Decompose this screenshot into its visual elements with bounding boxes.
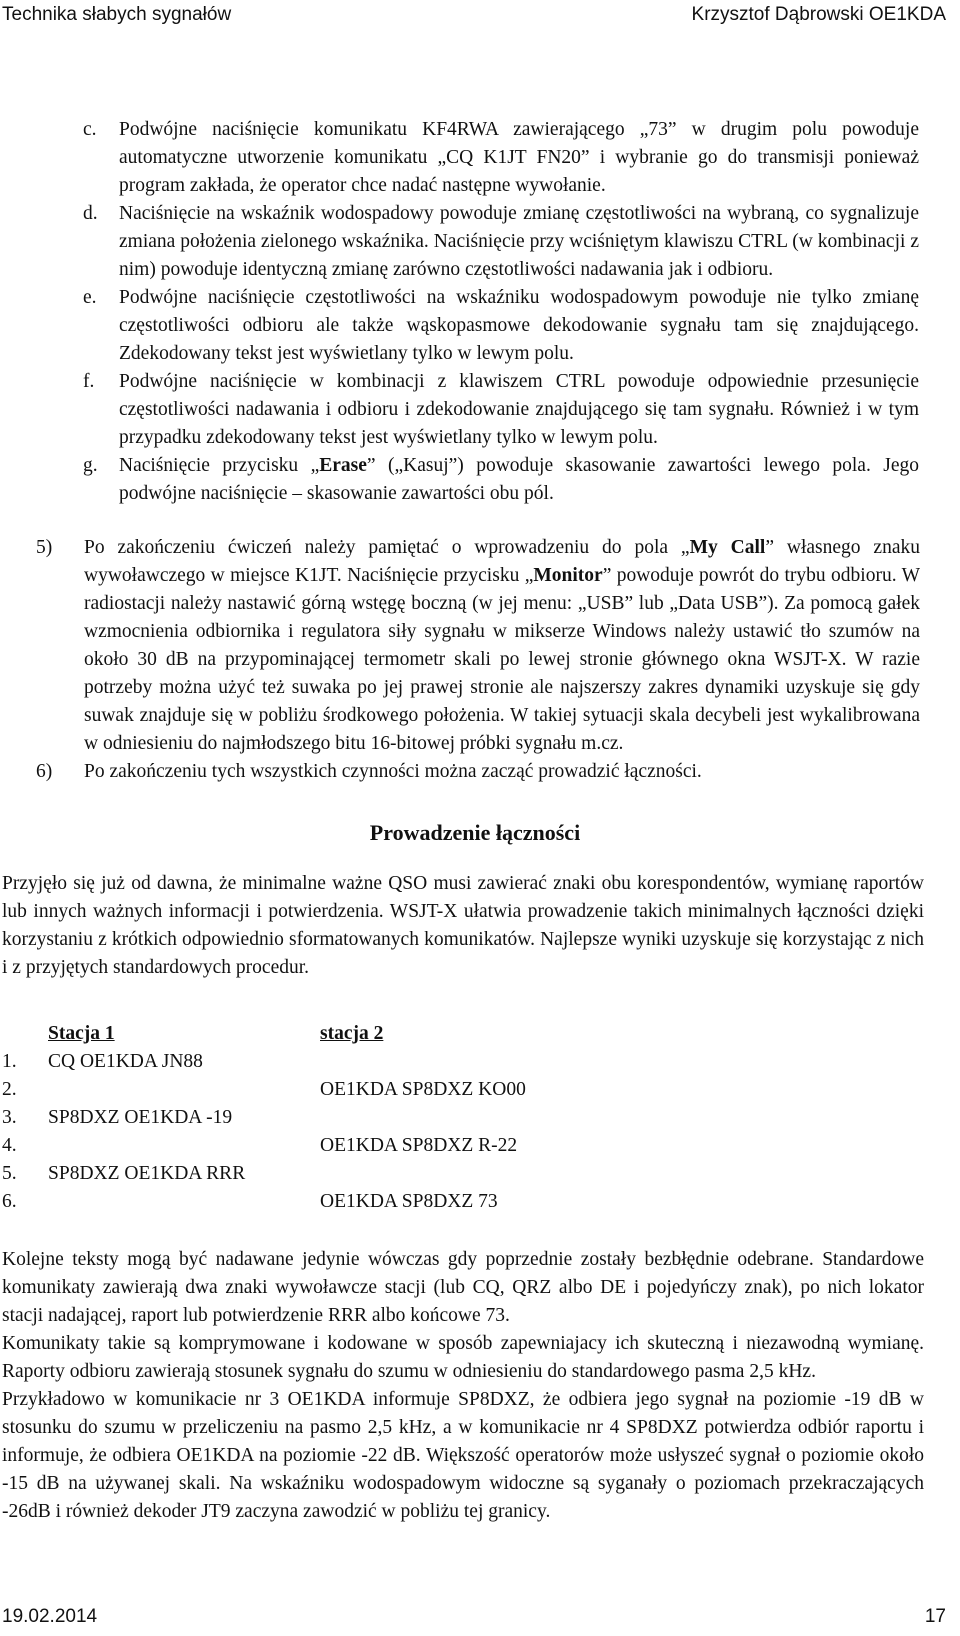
- qso-table: [2, 1020, 950, 1216]
- header-title: Technika słabych sygnałów: [2, 4, 232, 25]
- qso-row-number: 4.: [2, 1135, 17, 1156]
- footer-date: 19.02.2014: [2, 1606, 98, 1627]
- qso-station1-msg: CQ OE1KDA JN88: [48, 1051, 203, 1072]
- qso-station1-msg: [48, 1132, 320, 1160]
- qso-row: [2, 1160, 950, 1188]
- text-segment: ” powoduje powrót do trybu odbioru. W radiostacji należy nastawić górną wstęgę boczną (w jej menu: „USB” lub „Data USB”). Za pomocą gałek wzmocnienia odbiornika i regulatora siły sygnału w mikserze Windows należy ustawić tło szumów na około 30 dB na przypominającej termometr skali po lewej stronie głównego okna WSJT-X. W razie potrzeby można użyć też suwaka po jej prawej stronie ale najszerszy zakres dynamiki uzyskuje się gdy suwak znajduje się w pobliżu środkowego położenia. W takiej sytuacji skala decybeli jest wykalibrowana w odniesieniu do najmłodszego bitu 16-bitowej próbki sygnału m.cz.: [84, 565, 920, 754]
- list-marker: f.: [83, 371, 95, 392]
- list-marker: g.: [83, 455, 98, 476]
- list-item-c: [83, 116, 919, 200]
- page-header: [0, 0, 960, 40]
- list-item-g: [83, 452, 919, 508]
- list-marker: 5): [36, 537, 53, 558]
- qso-station2-msg: [320, 1048, 620, 1076]
- header-author: Krzysztof Dąbrowski OE1KDA: [691, 4, 946, 25]
- qso-row: [2, 1104, 950, 1132]
- section-title: Prowadzenie łączności: [369, 820, 581, 845]
- qso-row: [2, 1076, 950, 1104]
- qso-header-station1: Stacja 1: [48, 1023, 115, 1044]
- qso-station2-msg: OE1KDA SP8DXZ 73: [320, 1191, 498, 1212]
- text-segment: ” własnego znaku wywoławczego w miejsce K1JT. Naciśnięcie przycisku „: [84, 537, 920, 586]
- list-marker: c.: [83, 119, 97, 140]
- page-number: 17: [924, 1606, 946, 1627]
- my-call-term: My Call: [689, 537, 766, 558]
- text-segment: Naciśnięcie przycisku „: [119, 455, 320, 476]
- qso-station2-msg: [320, 1104, 620, 1132]
- qso-row-number: 2.: [2, 1079, 17, 1100]
- qso-row-number: 1.: [2, 1051, 17, 1072]
- qso-row-number: 3.: [2, 1107, 17, 1128]
- qso-station1-msg: [48, 1188, 320, 1216]
- list-item-6: [36, 758, 920, 786]
- list-item-e: [83, 284, 919, 368]
- page-footer: [0, 1602, 960, 1636]
- qso-station2-msg: OE1KDA SP8DXZ KO00: [320, 1079, 526, 1100]
- monitor-term: Monitor: [533, 565, 603, 586]
- qso-row-number: 5.: [2, 1163, 17, 1184]
- page-body: [0, 116, 950, 1526]
- list-text: Naciśnięcie na wskaźnik wodospadowy powoduje zmianę częstotliwości na wybraną, co sygnalizuje zmiana położenia zielonego wskaźnika. Naciśnięcie przy wciśniętym klawiszu CTRL (w kombinacji z nim) powoduje identyczną zmianę zarówno częstotliwości nadawania jak i odbioru.: [119, 203, 919, 280]
- qso-station2-msg: [320, 1160, 620, 1188]
- list-text: Po zakończeniu tych wszystkich czynności można zacząć prowadzić łączności.: [84, 761, 702, 782]
- erase-term: Erase: [319, 455, 367, 476]
- qso-station1-msg: [48, 1076, 320, 1104]
- list-item-d: [83, 200, 919, 284]
- list-text: [119, 452, 919, 508]
- qso-row: [2, 1188, 950, 1216]
- list-marker: d.: [83, 203, 98, 224]
- list-text: [84, 534, 920, 758]
- text-segment: ” („Kasuj”) powoduje skasowanie zawartości lewego pola. Jego podwójne naciśnięcie – skasowanie zawartości obu pól.: [119, 455, 919, 504]
- qso-station1-msg: SP8DXZ OE1KDA RRR: [48, 1163, 246, 1184]
- qso-row-number: 6.: [2, 1191, 17, 1212]
- list-item-f: [83, 368, 919, 452]
- list-text: Podwójne naciśnięcie komunikatu KF4RWA zawierającego „73” w drugim polu powoduje automatyczne utworzenie komunikatu „CQ K1JT FN20” i wybranie go do transmisji ponieważ program zakłada, że operator chce nadać następne wywołanie.: [119, 119, 919, 196]
- intro-paragraph: Przyjęło się już od dawna, że minimalne ważne QSO musi zawierać znaki obu korespondentów, wymianę raportów lub innych ważnych informacji i potwierdzenia. WSJT-X ułatwia prowadzenie takich minimalnych łączności dzięki korzystaniu z krótkich odpowiednio sformatowanych komunikatów. Najlepsze wyniki uzyskuje się korzystając z nich i z przyjętych standardowych procedur.: [2, 873, 924, 978]
- qso-header-station2: stacja 2: [320, 1023, 384, 1044]
- list-marker: 6): [36, 761, 53, 782]
- list-text: Podwójne naciśnięcie częstotliwości na wskaźniku wodospadowym powoduje nie tylko zmianę częstotliwości odbioru ale także wąskopasmowe dekodowanie sygnału tam się znajdującego. Zdekodowany tekst jest wyświetlany tylko w lewym polu.: [119, 287, 919, 364]
- closing-paragraph: Komunikaty takie są komprymowane i kodowane w sposób zapewniajacy ich skuteczną i niezawodną wymianę. Raporty odbioru zawierają stosunek sygnału do szumu w odniesieniu do standardowego pasma 2,5 kHz.: [2, 1333, 924, 1382]
- closing-paragraph: Kolejne teksty mogą być nadawane jedynie wówczas gdy poprzednie zostały bezbłędnie odebrane. Standardowe komunikaty zawierają dwa znaki wywoławcze stacji (lub CQ, QRZ albo DE i pojedyńczy znak), po nich lokator stacji nadającej, raport lub potwierdzenie RRR albo końcowe 73.: [2, 1249, 924, 1326]
- qso-row: [2, 1132, 950, 1160]
- list-item-5: [36, 534, 920, 758]
- qso-station1-msg: SP8DXZ OE1KDA -19: [48, 1107, 233, 1128]
- closing-paragraph: Przykładowo w komunikacie nr 3 OE1KDA informuje SP8DXZ, że odbiera jego sygnał na poziomie -19 dB w stosunku do szumu w przeliczeniu na pasmo 2,5 kHz, a w komunikacie nr 4 SP8DXZ potwierdza odbiór raportu i informuje, że odbiera OE1KDA na poziomie -22 dB. Większość operatorów może usłyszeć sygnał o poziomie około -15 dB na używanej skali. Na wskaźniku wodospadowym widoczne są syganały o poziomach przekraczających -26dB i również dekoder JT9 zaczyna zawodzić w pobliżu tej granicy.: [2, 1389, 924, 1522]
- list-marker: e.: [83, 287, 97, 308]
- qso-header-row: [2, 1020, 950, 1048]
- qso-station2-msg: OE1KDA SP8DXZ R-22: [320, 1135, 518, 1156]
- text-segment: Po zakończeniu ćwiczeń należy pamiętać o wprowadzeniu do pola „: [84, 537, 690, 558]
- qso-row: [2, 1048, 950, 1076]
- list-text: Podwójne naciśnięcie w kombinacji z klawiszem CTRL powoduje odpowiednie przesunięcie częstotliwości nadawania i odbioru i zdekodowanie znajdującego się tam sygnału. Również i w tym przypadku zdekodowany tekst jest wyświetlany tylko w lewym polu.: [119, 371, 919, 448]
